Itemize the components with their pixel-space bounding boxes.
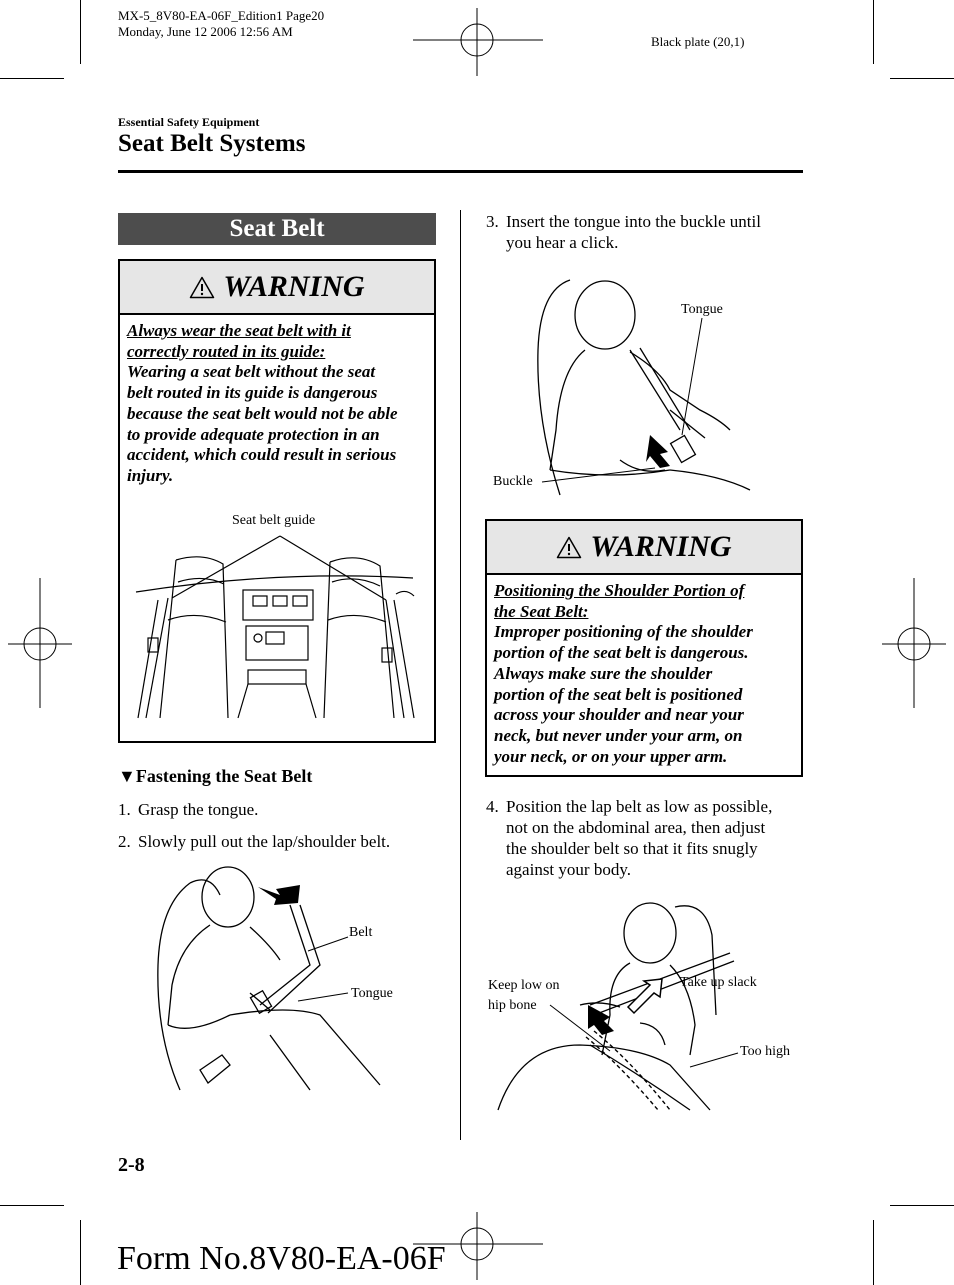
step-1 [118, 799, 448, 820]
label-buckle: Buckle [493, 474, 533, 489]
label-tongue: Tongue [351, 986, 393, 1001]
label-tongue: Tongue [681, 302, 723, 317]
step-text-line: Insert the tongue into the buckle until [506, 212, 761, 231]
step-text-line: against your body. [506, 860, 631, 879]
registration-mark-right [882, 578, 946, 708]
subheading-text: Fastening the Seat Belt [135, 766, 313, 786]
title-rule [118, 170, 803, 173]
label-line: hip bone [488, 998, 537, 1013]
page-number: 2-8 [118, 1154, 145, 1176]
step-text: Slowly pull out the lap/shoulder belt. [138, 832, 391, 851]
step-text [506, 211, 761, 253]
section-label: Essential Safety Equipment [118, 115, 260, 129]
warning-line: portion of the seat belt is positioned [494, 684, 743, 704]
file-info-line1: MX-5_8V80-EA-06F_Edition1 Page20 [118, 8, 325, 23]
warning-line: belt routed in its guide is dangerous [127, 383, 378, 403]
warning-title: WARNING [223, 270, 365, 303]
warning-line: neck, but never under your arm, on [494, 725, 743, 745]
triangle-bullet-icon: ▼ [118, 766, 136, 786]
warning-box-shoulder [485, 519, 803, 777]
crop-mark [873, 0, 874, 64]
figure-caption-seat-belt-guide: Seat belt guide [232, 513, 316, 528]
warning-heading: correctly routed in its guide: [127, 341, 326, 361]
warning-line: portion of the seat belt is dangerous. [494, 643, 749, 663]
crop-mark [873, 1220, 874, 1285]
column-divider [460, 210, 461, 1140]
warning-line: Improper positioning of the shoulder [494, 622, 753, 642]
warning-heading: the Seat Belt: [494, 601, 589, 621]
step-number: 2. [118, 832, 131, 851]
step-number: 4. [486, 797, 499, 816]
plate-label: Black plate (20,1) [651, 34, 745, 49]
subheading-fastening [118, 766, 312, 787]
crop-mark [80, 1220, 81, 1285]
warning-line: because the seat belt would not be able [127, 403, 398, 423]
step-text [506, 796, 772, 880]
file-info-line2: Monday, June 12 2006 12:56 AM [118, 24, 293, 39]
step-text-line: not on the abdominal area, then adjust [506, 818, 766, 837]
warning-text [120, 315, 434, 487]
file-info [118, 8, 324, 40]
seat-belt-guide-illustration [128, 530, 428, 720]
crop-mark [0, 1205, 64, 1206]
step-text-line: Position the lap belt as low as possible, [506, 797, 773, 816]
step-4 [486, 796, 806, 879]
form-number: Form No.8V80-EA-06F [117, 1240, 446, 1277]
warning-text [487, 575, 801, 767]
section-band-seat-belt: Seat Belt [118, 213, 436, 245]
step-number: 3. [486, 212, 499, 231]
page-title: Seat Belt Systems [118, 130, 306, 157]
step-3 [486, 211, 806, 252]
warning-line: your neck, or on your upper arm. [494, 746, 728, 766]
step-text: Grasp the tongue. [138, 800, 259, 819]
label-line: Keep low on [488, 978, 560, 993]
warning-heading: Positioning the Shoulder Portion of [494, 581, 745, 600]
warning-line: Wearing a seat belt without the seat [127, 362, 376, 382]
crop-mark [80, 0, 81, 64]
warning-triangle-icon [556, 536, 582, 559]
warning-line: accident, which could result in serious [127, 445, 397, 465]
warning-line: Always make sure the shoulder [494, 663, 713, 683]
warning-title: WARNING [590, 530, 732, 563]
label-take-up-slack: Take up slack [680, 975, 757, 990]
step-2 [118, 831, 448, 852]
warning-heading: Always wear the seat belt with it [127, 321, 351, 340]
label-too-high: Too high [740, 1044, 790, 1059]
warning-line: to provide adequate protection in an [127, 424, 380, 444]
crop-mark [890, 78, 954, 79]
warning-line: across your shoulder and near your [494, 705, 744, 725]
warning-header [487, 521, 801, 575]
label-belt: Belt [349, 925, 373, 940]
crop-mark [0, 78, 64, 79]
pull-belt-illustration [150, 865, 395, 1095]
step-text-line: the shoulder belt so that it fits snugly [506, 839, 758, 858]
step-number: 1. [118, 800, 131, 819]
warning-triangle-icon [189, 276, 215, 299]
registration-mark-left [8, 578, 72, 708]
warning-header [120, 261, 434, 315]
warning-line: injury. [127, 465, 174, 485]
crop-mark [890, 1205, 954, 1206]
step-text-line: you hear a click. [506, 233, 619, 252]
registration-mark-top [413, 8, 543, 76]
label-keep-low [488, 976, 560, 1016]
